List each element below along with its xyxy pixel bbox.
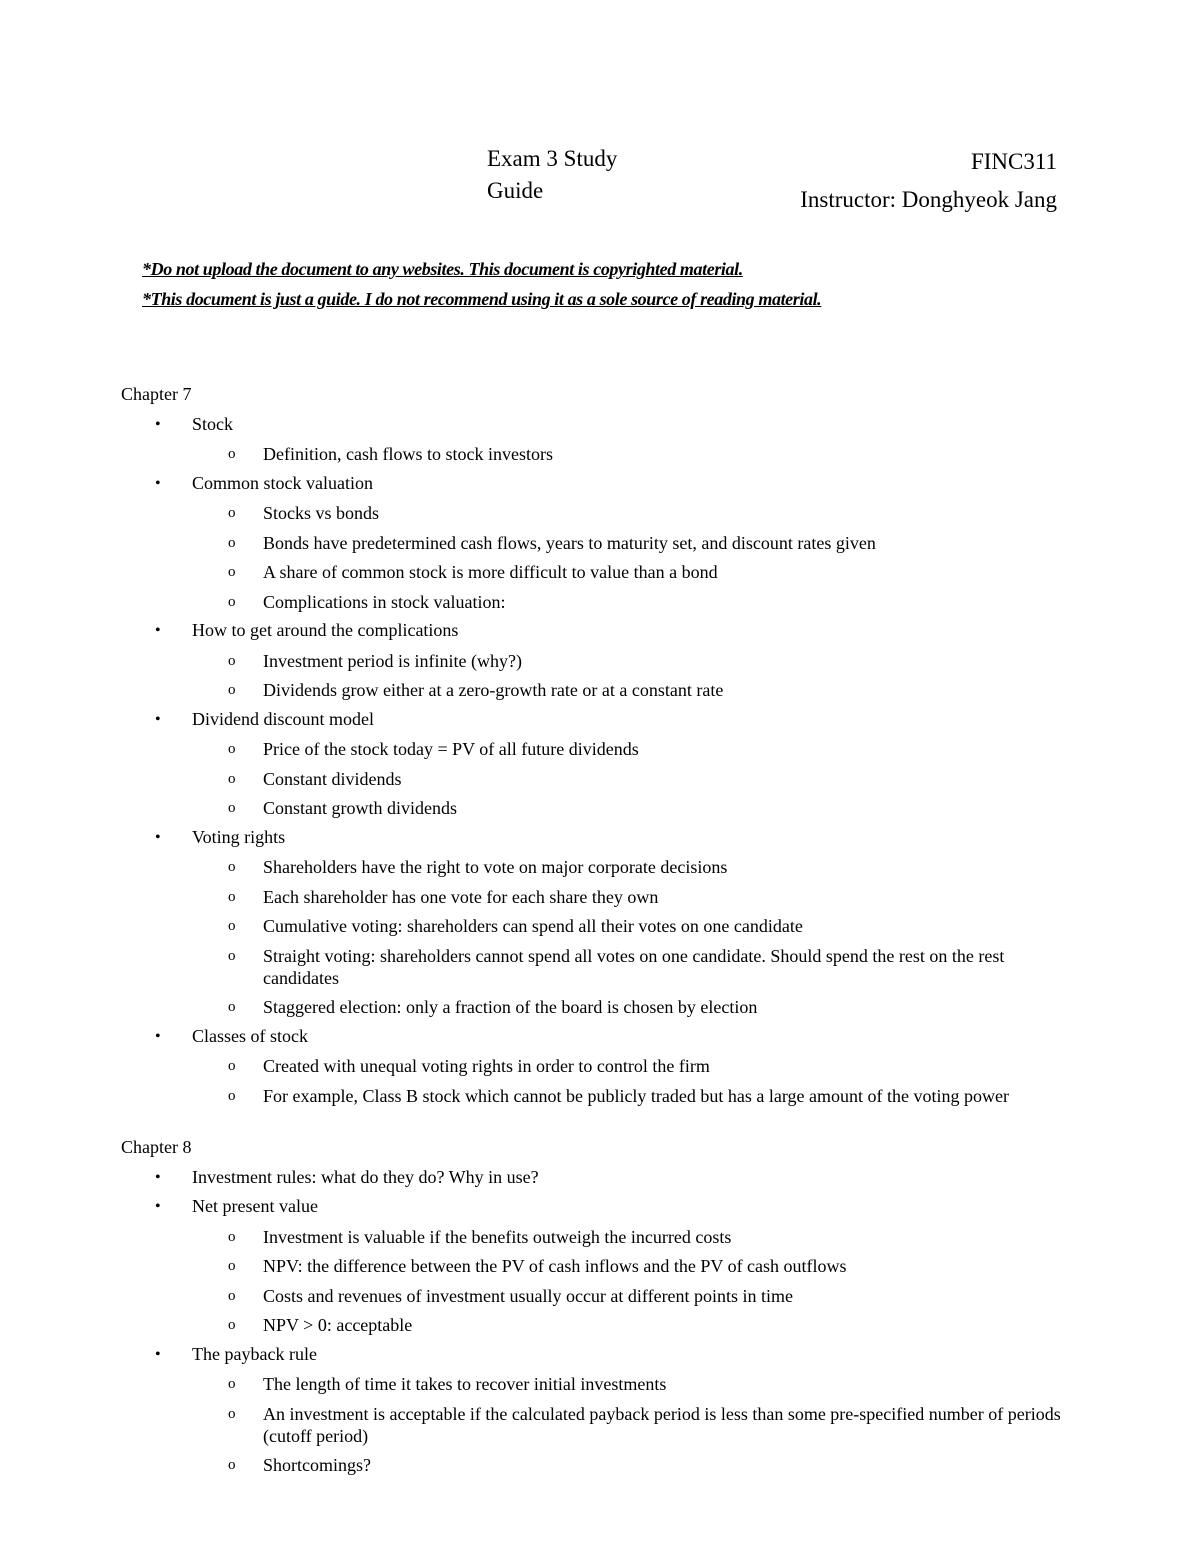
sub-bullet-marker-icon: o bbox=[228, 534, 236, 551]
sub-bullet-item bbox=[121, 911, 1081, 941]
bullet-text: Voting rights bbox=[192, 826, 286, 847]
sub-bullet-text: Constant dividends bbox=[263, 768, 402, 789]
chapter-section bbox=[121, 380, 1081, 1110]
sub-bullet-item bbox=[121, 852, 1081, 882]
sub-bullet-item bbox=[121, 498, 1081, 528]
bullet-item bbox=[121, 410, 1081, 440]
sub-bullet-item bbox=[121, 992, 1081, 1022]
notice-copyright: *Do not upload the document to any websites. This document is copyrighted material. bbox=[142, 259, 743, 279]
bullet-item bbox=[121, 823, 1081, 853]
sub-bullet-item bbox=[121, 734, 1081, 764]
sub-bullet-marker-icon: o bbox=[228, 446, 236, 462]
sub-bullet-item bbox=[121, 1450, 1081, 1480]
sub-bullet-item bbox=[121, 793, 1081, 823]
bullet-marker-icon: • bbox=[155, 415, 161, 433]
bullet-text: The payback rule bbox=[192, 1343, 317, 1364]
sub-bullet-text: Constant growth dividends bbox=[263, 798, 457, 818]
study-guide-content bbox=[121, 380, 1081, 1480]
sub-bullet-text: Cumulative voting: shareholders can spend all their votes on one candidate bbox=[263, 916, 803, 936]
sub-bullet-item bbox=[121, 1399, 1081, 1451]
sub-bullet-text: For example, Class B stock which cannot be publicly traded but has a large amount of the voting power bbox=[263, 1085, 1009, 1106]
sub-bullet-marker-icon: o bbox=[228, 1087, 236, 1104]
sub-bullet-text: Bonds have predetermined cash flows, years to maturity set, and discount rates given bbox=[263, 532, 876, 553]
sub-bullet-item bbox=[121, 587, 1081, 617]
sub-bullet-item bbox=[121, 941, 1081, 993]
bullet-text: Common stock valuation bbox=[192, 472, 373, 493]
sub-bullet-text: Investment period is infinite (why?) bbox=[263, 650, 522, 671]
sub-bullet-item bbox=[121, 1251, 1081, 1281]
bullet-marker-icon: • bbox=[155, 828, 161, 846]
sub-bullet-marker-icon: o bbox=[228, 947, 236, 964]
sub-bullet-item bbox=[121, 1310, 1081, 1340]
bullet-text: Stock bbox=[192, 413, 234, 434]
sub-bullet-item bbox=[121, 646, 1081, 676]
sub-bullet-item bbox=[121, 1222, 1081, 1252]
sub-bullet-marker-icon: o bbox=[228, 888, 236, 905]
sub-bullet-text: Price of the stock today = PV of all future dividends bbox=[263, 739, 639, 759]
sub-bullet-text: An investment is acceptable if the calculated payback period is less than some pre-specified number of periods (cutoff period) bbox=[263, 1403, 1061, 1446]
sub-bullet-text: NPV > 0: acceptable bbox=[263, 1315, 413, 1335]
bullet-marker-icon: • bbox=[155, 622, 161, 639]
sub-bullet-text: Each shareholder has one vote for each share they own bbox=[263, 886, 659, 907]
sub-bullet-marker-icon: o bbox=[228, 1228, 236, 1245]
sub-bullet-text: Staggered election: only a fraction of the board is chosen by election bbox=[263, 997, 758, 1017]
sub-bullet-marker-icon: o bbox=[228, 652, 236, 669]
copyright-notices bbox=[142, 254, 821, 314]
sub-bullet-marker-icon: o bbox=[228, 593, 236, 610]
bullet-marker-icon: • bbox=[155, 710, 161, 728]
sub-bullet-item bbox=[121, 439, 1081, 469]
bullet-marker-icon: • bbox=[155, 1027, 161, 1045]
bullet-item bbox=[121, 1022, 1081, 1052]
sub-bullet-marker-icon: o bbox=[228, 770, 236, 787]
sub-bullet-marker-icon: o bbox=[228, 1405, 236, 1422]
bullet-item bbox=[121, 1340, 1081, 1370]
sub-bullet-marker-icon: o bbox=[228, 918, 236, 934]
sub-bullet-text: The length of time it takes to recover initial investments bbox=[263, 1374, 667, 1394]
sub-bullet-item bbox=[121, 882, 1081, 912]
sub-bullet-marker-icon: o bbox=[228, 999, 236, 1015]
sub-bullet-marker-icon: o bbox=[228, 682, 236, 698]
sub-bullet-marker-icon: o bbox=[228, 1376, 236, 1392]
bullet-text: How to get around the complications bbox=[192, 620, 459, 640]
bullet-item bbox=[121, 1192, 1081, 1222]
course-info bbox=[800, 143, 1057, 219]
bullet-item bbox=[121, 705, 1081, 735]
instructor-name: Instructor: Donghyeok Jang bbox=[800, 187, 1057, 212]
bullet-item bbox=[121, 1163, 1081, 1193]
sub-bullet-marker-icon: o bbox=[228, 564, 236, 580]
sub-bullet-text: Created with unequal voting rights in order to control the firm bbox=[263, 1056, 710, 1076]
bullet-text: Dividend discount model bbox=[192, 708, 374, 729]
sub-bullet-item bbox=[121, 764, 1081, 794]
bullet-marker-icon: • bbox=[155, 1168, 161, 1186]
sub-bullet-marker-icon: o bbox=[228, 1058, 236, 1074]
sub-bullet-marker-icon: o bbox=[228, 741, 236, 757]
sub-bullet-item bbox=[121, 1081, 1081, 1111]
bullet-marker-icon: • bbox=[155, 474, 161, 492]
sub-bullet-text: Straight voting: shareholders cannot spend all votes on one candidate. Should spend the rest on the rest candidates bbox=[263, 945, 1005, 988]
sub-bullet-text: Dividends grow either at a zero-growth rate or at a constant rate bbox=[263, 680, 724, 700]
chapter-title: Chapter 8 bbox=[121, 1137, 192, 1157]
sub-bullet-text: Complications in stock valuation: bbox=[263, 591, 506, 612]
sub-bullet-item bbox=[121, 557, 1081, 587]
sub-bullet-text: A share of common stock is more difficult to value than a bond bbox=[263, 562, 718, 582]
sub-bullet-text: Shareholders have the right to vote on major corporate decisions bbox=[263, 857, 728, 877]
sub-bullet-marker-icon: o bbox=[228, 1457, 236, 1473]
sub-bullet-text: Investment is valuable if the benefits outweigh the incurred costs bbox=[263, 1226, 732, 1247]
bullet-text: Net present value bbox=[192, 1196, 318, 1216]
bullet-marker-icon: • bbox=[155, 1345, 161, 1363]
sub-bullet-marker-icon: o bbox=[228, 859, 236, 875]
sub-bullet-text: Shortcomings? bbox=[263, 1455, 371, 1475]
sub-bullet-marker-icon: o bbox=[228, 1258, 236, 1274]
sub-bullet-marker-icon: o bbox=[228, 1317, 236, 1333]
sub-bullet-text: Definition, cash flows to stock investors bbox=[263, 444, 553, 464]
document-title bbox=[487, 143, 687, 207]
sub-bullet-marker-icon: o bbox=[228, 1287, 236, 1304]
chapter-section bbox=[121, 1133, 1081, 1480]
bullet-item bbox=[121, 469, 1081, 499]
bullet-marker-icon: • bbox=[155, 1198, 161, 1215]
sub-bullet-item bbox=[121, 675, 1081, 705]
sub-bullet-item bbox=[121, 1369, 1081, 1399]
sub-bullet-marker-icon: o bbox=[228, 800, 236, 816]
bullet-item bbox=[121, 616, 1081, 646]
sub-bullet-text: Costs and revenues of investment usually occur at different points in time bbox=[263, 1285, 794, 1306]
bullet-text: Investment rules: what do they do? Why in use? bbox=[192, 1166, 539, 1187]
title-line-2: Guide bbox=[487, 178, 544, 203]
sub-bullet-marker-icon: o bbox=[228, 505, 236, 521]
sub-bullet-item bbox=[121, 528, 1081, 558]
sub-bullet-text: Stocks vs bonds bbox=[263, 503, 380, 523]
chapter-title: Chapter 7 bbox=[121, 384, 192, 404]
course-code: FINC311 bbox=[970, 149, 1057, 174]
title-line-1: Exam 3 Study bbox=[487, 146, 618, 171]
notice-guide: *This document is just a guide. I do not recommend using it as a sole source of reading material. bbox=[142, 289, 822, 309]
sub-bullet-item bbox=[121, 1281, 1081, 1311]
sub-bullet-item bbox=[121, 1051, 1081, 1081]
bullet-text: Classes of stock bbox=[192, 1025, 308, 1046]
sub-bullet-text: NPV: the difference between the PV of cash inflows and the PV of cash outflows bbox=[263, 1256, 847, 1276]
